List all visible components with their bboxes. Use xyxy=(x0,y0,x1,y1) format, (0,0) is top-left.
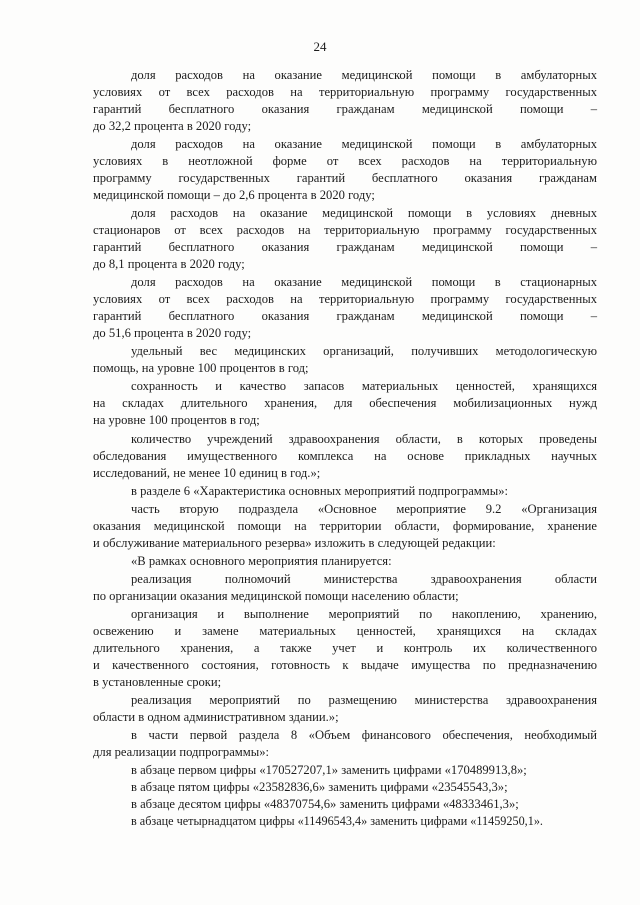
text-line: до 32,2 процента в 2020 году; xyxy=(93,119,252,133)
text-line: в разделе 6 «Характеристика основных мероприятий подпрограммы»: xyxy=(131,484,508,498)
text-line: доля расходов на оказание медицинской помощи в условиях дневных xyxy=(131,206,597,220)
text-line: стационаров от всех расходов на территориальную программу государственных xyxy=(93,223,597,237)
text-line: для реализации подпрограммы»: xyxy=(93,745,269,759)
text-line: в абзаце десятом цифры «48370754,6» заменить цифрами «48333461,3»; xyxy=(131,797,519,811)
text-line: доля расходов на оказание медицинской помощи в амбулаторных xyxy=(131,137,597,151)
text-line: в абзаце четырнадцатом цифры «11496543,4» заменить цифрами «11459250,1». xyxy=(131,814,543,828)
text-line: реализация мероприятий по размещению министерства здравоохранения xyxy=(131,693,597,707)
text-line: до 51,6 процента в 2020 году; xyxy=(93,326,252,340)
text-line: в абзаце пятом цифры «23582836,6» заменить цифрами «23545543,3»; xyxy=(131,780,508,794)
text-line: организация и выполнение мероприятий по накоплению, хранению, xyxy=(131,607,597,621)
text-line: в части первой раздела 8 «Объем финансового обеспечения, необходимый xyxy=(131,728,597,742)
text-line: обследования имущественного комплекса на основе прикладных научных xyxy=(93,449,597,463)
text-line: освежению и замене материальных ценностей, хранящихся на складах xyxy=(93,624,597,638)
text-line: медицинской помощи – до 2,6 процента в 2020 году; xyxy=(93,188,375,202)
text-line: реализация полномочий министерства здравоохранения области xyxy=(131,572,597,586)
text-line: на уровне 100 процентов в год; xyxy=(93,413,260,427)
text-line: по организации оказания медицинской помощи населению области; xyxy=(93,589,459,603)
text-line: исследований, не менее 10 единиц в год.»; xyxy=(93,466,321,480)
text-line: часть вторую подраздела «Основное мероприятие 9.2 «Организация xyxy=(131,502,597,516)
text-line: и обслуживание материального резерва» изложить в следующей редакции: xyxy=(93,536,496,550)
text-line: области в одном административном здании.»; xyxy=(93,710,339,724)
text-line: до 8,1 процента в 2020 году; xyxy=(93,257,245,271)
text-line: сохранность и качество запасов материальных ценностей, хранящихся xyxy=(131,379,597,393)
page-number: 24 xyxy=(313,39,327,54)
text-line: в абзаце первом цифры «170527207,1» заменить цифрами «170489913,8»; xyxy=(131,763,527,777)
text-line: доля расходов на оказание медицинской помощи в амбулаторных xyxy=(131,68,597,82)
text-line: в установленные сроки; xyxy=(93,675,222,689)
text-line: гарантий бесплатного оказания гражданам медицинской помощи – xyxy=(93,240,597,254)
text-line: удельный вес медицинских организаций, получивших методологическую xyxy=(131,344,597,358)
text-line: условиях от всех расходов на территориальную программу государственных xyxy=(93,292,597,306)
text-line: условиях от всех расходов на территориальную программу государственных xyxy=(93,85,597,99)
text-line: длительного хранения, а также учет и контроль их количественного xyxy=(93,641,597,655)
text-line: гарантий бесплатного оказания гражданам медицинской помощи – xyxy=(93,309,597,323)
text-line: количество учреждений здравоохранения области, в которых проведены xyxy=(131,432,597,446)
text-line: программу государственных гарантий бесплатного оказания гражданам xyxy=(93,171,597,185)
text-line: на складах длительного хранения, для обеспечения мобилизационных нужд xyxy=(93,396,597,410)
text-line: «В рамках основного мероприятия планируется: xyxy=(131,554,392,568)
text-line: условиях в неотложной форме от всех расходов на территориальную xyxy=(93,154,597,168)
text-line: и качественного состояния, готовность к выдаче имущества по предназначению xyxy=(93,658,597,672)
text-line: оказания медицинской помощи на территории области, формирование, хранение xyxy=(93,519,597,533)
text-line: гарантий бесплатного оказания гражданам медицинской помощи – xyxy=(93,102,597,116)
text-line: доля расходов на оказание медицинской помощи в стационарных xyxy=(131,275,597,289)
text-line: помощь, на уровне 100 процентов в год; xyxy=(93,361,309,375)
